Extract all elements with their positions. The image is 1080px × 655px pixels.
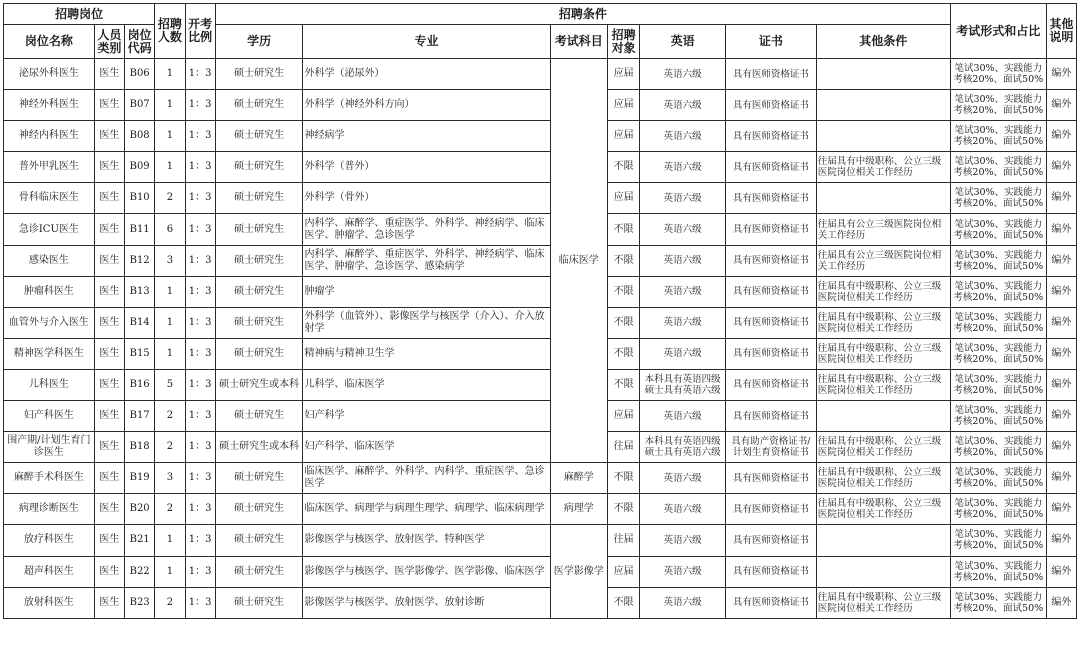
staff-type-cell: 医生 [94, 525, 124, 556]
post-name-cell: 放疗科医生 [4, 525, 95, 556]
post-code-cell: B19 [125, 463, 155, 494]
other-note-cell: 编外 [1046, 59, 1076, 90]
post-code-cell: B10 [125, 183, 155, 214]
exam-form-cell: 笔试30%、实践能力考核20%、面试50% [950, 152, 1046, 183]
recruit-count-cell: 2 [155, 183, 185, 214]
exam-form-cell: 笔试30%、实践能力考核20%、面试50% [950, 369, 1046, 400]
staff-type-cell: 医生 [94, 90, 124, 121]
education-cell: 硕士研究生 [215, 152, 303, 183]
table-row [4, 152, 1077, 183]
major-cell: 妇产科学 [303, 401, 550, 432]
subject-cell: 临床医学 [550, 59, 607, 463]
exam-form-cell: 笔试30%、实践能力考核20%、面试50% [950, 245, 1046, 276]
staff-type-cell: 医生 [94, 401, 124, 432]
cert-cell: 具有医师资格证书 [725, 494, 816, 525]
cert-cell: 具有医师资格证书 [725, 556, 816, 587]
table-row [4, 432, 1077, 463]
post-name-cell: 超声科医生 [4, 556, 95, 587]
exam-form-cell: 笔试30%、实践能力考核20%、面试50% [950, 525, 1046, 556]
post-code-cell: B23 [125, 587, 155, 618]
staff-type-cell: 医生 [94, 214, 124, 245]
exam-form-cell: 笔试30%、实践能力考核20%、面试50% [950, 338, 1046, 369]
header-other-note: 其他说明 [1046, 4, 1076, 59]
recruit-count-cell: 1 [155, 90, 185, 121]
open-ratio-cell: 1：3 [185, 90, 215, 121]
target-cell: 应届 [608, 121, 640, 152]
english-cell: 英语六级 [640, 463, 726, 494]
cert-cell: 具有医师资格证书 [725, 90, 816, 121]
target-cell: 不限 [608, 338, 640, 369]
english-cell: 英语六级 [640, 307, 726, 338]
education-cell: 硕士研究生或本科 [215, 369, 303, 400]
staff-type-cell: 医生 [94, 183, 124, 214]
exam-form-cell: 笔试30%、实践能力考核20%、面试50% [950, 276, 1046, 307]
open-ratio-cell: 1：3 [185, 245, 215, 276]
table-row [4, 307, 1077, 338]
other-cond-cell: 往届具有中级职称、公立三级医院岗位相关工作经历 [816, 307, 950, 338]
staff-type-cell: 医生 [94, 121, 124, 152]
other-cond-cell [816, 525, 950, 556]
table-row [4, 90, 1077, 121]
table-row [4, 463, 1077, 494]
staff-type-cell: 医生 [94, 432, 124, 463]
target-cell: 不限 [608, 276, 640, 307]
english-cell: 英语六级 [640, 494, 726, 525]
other-cond-cell: 往届具有公立三级医院岗位相关工作经历 [816, 214, 950, 245]
staff-type-cell: 医生 [94, 307, 124, 338]
post-code-cell: B13 [125, 276, 155, 307]
recruit-count-cell: 1 [155, 152, 185, 183]
target-cell: 不限 [608, 494, 640, 525]
header-other-cond: 其他条件 [816, 25, 950, 59]
target-cell: 往届 [608, 525, 640, 556]
recruit-count-cell: 2 [155, 494, 185, 525]
major-cell: 精神病与精神卫生学 [303, 338, 550, 369]
staff-type-cell: 医生 [94, 276, 124, 307]
target-cell: 应届 [608, 59, 640, 90]
open-ratio-cell: 1：3 [185, 152, 215, 183]
other-note-cell: 编外 [1046, 369, 1076, 400]
education-cell: 硕士研究生 [215, 463, 303, 494]
post-name-cell: 急诊ICU医生 [4, 214, 95, 245]
education-cell: 硕士研究生或本科 [215, 432, 303, 463]
english-cell: 英语六级 [640, 121, 726, 152]
header-post-code: 岗位代码 [125, 25, 155, 59]
recruit-count-cell: 1 [155, 525, 185, 556]
other-note-cell: 编外 [1046, 401, 1076, 432]
post-code-cell: B07 [125, 90, 155, 121]
recruit-count-cell: 2 [155, 432, 185, 463]
header-target: 招聘对象 [608, 25, 640, 59]
recruit-count-cell: 2 [155, 401, 185, 432]
open-ratio-cell: 1：3 [185, 307, 215, 338]
education-cell: 硕士研究生 [215, 401, 303, 432]
major-cell: 影像医学与核医学、放射医学、放射诊断 [303, 587, 550, 618]
recruitment-table [3, 3, 1077, 619]
english-cell: 英语六级 [640, 214, 726, 245]
header-subject: 考试科目 [550, 25, 607, 59]
header-cert: 证书 [725, 25, 816, 59]
post-name-cell: 神经外科医生 [4, 90, 95, 121]
exam-form-cell: 笔试30%、实践能力考核20%、面试50% [950, 121, 1046, 152]
english-cell: 英语六级 [640, 245, 726, 276]
recruit-count-cell: 1 [155, 307, 185, 338]
subject-cell: 病理学 [550, 494, 607, 525]
other-cond-cell: 往届具有中级职称、公立三级医院岗位相关工作经历 [816, 338, 950, 369]
post-code-cell: B09 [125, 152, 155, 183]
recruitment-table-container [3, 3, 1077, 619]
recruit-count-cell: 3 [155, 245, 185, 276]
education-cell: 硕士研究生 [215, 494, 303, 525]
target-cell: 不限 [608, 587, 640, 618]
english-cell: 英语六级 [640, 152, 726, 183]
major-cell: 临床医学、病理学与病理生理学、病理学、临床病理学 [303, 494, 550, 525]
english-cell: 英语六级 [640, 183, 726, 214]
staff-type-cell: 医生 [94, 494, 124, 525]
post-name-cell: 精神医学科医生 [4, 338, 95, 369]
other-cond-cell: 往届具有中级职称、公立三级医院岗位相关工作经历 [816, 369, 950, 400]
major-cell: 儿科学、临床医学 [303, 369, 550, 400]
table-row [4, 401, 1077, 432]
open-ratio-cell: 1：3 [185, 556, 215, 587]
target-cell: 应届 [608, 90, 640, 121]
major-cell: 临床医学、麻醉学、外科学、内科学、重症医学、急诊医学 [303, 463, 550, 494]
exam-form-cell: 笔试30%、实践能力考核20%、面试50% [950, 307, 1046, 338]
open-ratio-cell: 1：3 [185, 587, 215, 618]
exam-form-cell: 笔试30%、实践能力考核20%、面试50% [950, 214, 1046, 245]
other-cond-cell [816, 401, 950, 432]
header-recruit-count: 招聘人数 [155, 4, 185, 59]
open-ratio-cell: 1：3 [185, 338, 215, 369]
other-cond-cell [816, 59, 950, 90]
open-ratio-cell: 1：3 [185, 214, 215, 245]
education-cell: 硕士研究生 [215, 90, 303, 121]
table-row [4, 183, 1077, 214]
cert-cell: 具有医师资格证书 [725, 401, 816, 432]
other-note-cell: 编外 [1046, 463, 1076, 494]
other-cond-cell: 往届具有中级职称、公立三级医院岗位相关工作经历 [816, 587, 950, 618]
subject-cell: 医学影像学 [550, 525, 607, 618]
other-note-cell: 编外 [1046, 494, 1076, 525]
major-cell: 神经病学 [303, 121, 550, 152]
staff-type-cell: 医生 [94, 59, 124, 90]
major-cell: 外科学（泌尿外） [303, 59, 550, 90]
education-cell: 硕士研究生 [215, 556, 303, 587]
other-note-cell: 编外 [1046, 152, 1076, 183]
post-name-cell: 围产期/计划生育门诊医生 [4, 432, 95, 463]
open-ratio-cell: 1：3 [185, 59, 215, 90]
post-name-cell: 泌尿外科医生 [4, 59, 95, 90]
open-ratio-cell: 1：3 [185, 121, 215, 152]
recruit-count-cell: 1 [155, 121, 185, 152]
education-cell: 硕士研究生 [215, 307, 303, 338]
recruit-count-cell: 5 [155, 369, 185, 400]
recruit-count-cell: 6 [155, 214, 185, 245]
cert-cell: 具有医师资格证书 [725, 525, 816, 556]
staff-type-cell: 医生 [94, 463, 124, 494]
target-cell: 应届 [608, 556, 640, 587]
english-cell: 英语六级 [640, 90, 726, 121]
education-cell: 硕士研究生 [215, 525, 303, 556]
exam-form-cell: 笔试30%、实践能力考核20%、面试50% [950, 59, 1046, 90]
header-group-conditions: 招聘条件 [215, 4, 950, 25]
staff-type-cell: 医生 [94, 587, 124, 618]
english-cell: 英语六级 [640, 556, 726, 587]
open-ratio-cell: 1：3 [185, 401, 215, 432]
open-ratio-cell: 1：3 [185, 432, 215, 463]
english-cell: 英语六级 [640, 525, 726, 556]
header-english: 英语 [640, 25, 726, 59]
table-row [4, 587, 1077, 618]
table-row [4, 121, 1077, 152]
recruit-count-cell: 3 [155, 463, 185, 494]
table-body [4, 59, 1077, 619]
education-cell: 硕士研究生 [215, 121, 303, 152]
major-cell: 影像医学与核医学、放射医学、特种医学 [303, 525, 550, 556]
post-code-cell: B15 [125, 338, 155, 369]
cert-cell: 具有医师资格证书 [725, 59, 816, 90]
cert-cell: 具有医师资格证书 [725, 121, 816, 152]
post-code-cell: B08 [125, 121, 155, 152]
post-name-cell: 麻醉手术科医生 [4, 463, 95, 494]
open-ratio-cell: 1：3 [185, 276, 215, 307]
english-cell: 英语六级 [640, 401, 726, 432]
other-note-cell: 编外 [1046, 245, 1076, 276]
header-open-ratio: 开考比例 [185, 4, 215, 59]
other-cond-cell: 往届具有中级职称、公立三级医院岗位相关工作经历 [816, 152, 950, 183]
post-code-cell: B14 [125, 307, 155, 338]
exam-form-cell: 笔试30%、实践能力考核20%、面试50% [950, 432, 1046, 463]
header-major: 专业 [303, 25, 550, 59]
recruit-count-cell: 1 [155, 276, 185, 307]
exam-form-cell: 笔试30%、实践能力考核20%、面试50% [950, 556, 1046, 587]
table-row [4, 338, 1077, 369]
major-cell: 外科学（神经外科方向） [303, 90, 550, 121]
target-cell: 不限 [608, 369, 640, 400]
post-name-cell: 妇产科医生 [4, 401, 95, 432]
open-ratio-cell: 1：3 [185, 525, 215, 556]
english-cell: 英语六级 [640, 276, 726, 307]
other-note-cell: 编外 [1046, 90, 1076, 121]
english-cell: 英语六级 [640, 59, 726, 90]
cert-cell: 具有医师资格证书 [725, 307, 816, 338]
other-cond-cell: 往届具有中级职称、公立三级医院岗位相关工作经历 [816, 432, 950, 463]
post-name-cell: 肿瘤科医生 [4, 276, 95, 307]
other-cond-cell [816, 90, 950, 121]
header-staff-type: 人员类别 [94, 25, 124, 59]
other-note-cell: 编外 [1046, 121, 1076, 152]
target-cell: 不限 [608, 307, 640, 338]
other-cond-cell [816, 183, 950, 214]
english-cell: 本科具有英语四级硕士具有英语六级 [640, 432, 726, 463]
target-cell: 不限 [608, 214, 640, 245]
major-cell: 内科学、麻醉学、重症医学、外科学、神经病学、临床医学、肿瘤学、急诊医学、感染病学 [303, 245, 550, 276]
education-cell: 硕士研究生 [215, 59, 303, 90]
post-name-cell: 感染医生 [4, 245, 95, 276]
cert-cell: 具有医师资格证书 [725, 338, 816, 369]
post-code-cell: B21 [125, 525, 155, 556]
cert-cell: 具有医师资格证书 [725, 214, 816, 245]
staff-type-cell: 医生 [94, 152, 124, 183]
major-cell: 内科学、麻醉学、重症医学、外科学、神经病学、临床医学、肿瘤学、急诊医学 [303, 214, 550, 245]
major-cell: 影像医学与核医学、医学影像学、医学影像、临床医学 [303, 556, 550, 587]
target-cell: 不限 [608, 245, 640, 276]
target-cell: 应届 [608, 183, 640, 214]
target-cell: 不限 [608, 463, 640, 494]
major-cell: 外科学（普外） [303, 152, 550, 183]
other-note-cell: 编外 [1046, 214, 1076, 245]
recruit-count-cell: 1 [155, 556, 185, 587]
header-exam-form: 考试形式和占比 [950, 4, 1046, 59]
post-name-cell: 神经内科医生 [4, 121, 95, 152]
cert-cell: 具有医师资格证书 [725, 463, 816, 494]
exam-form-cell: 笔试30%、实践能力考核20%、面试50% [950, 494, 1046, 525]
english-cell: 英语六级 [640, 338, 726, 369]
other-note-cell: 编外 [1046, 556, 1076, 587]
other-note-cell: 编外 [1046, 307, 1076, 338]
staff-type-cell: 医生 [94, 556, 124, 587]
table-row [4, 369, 1077, 400]
major-cell: 外科学（血管外）、影像医学与核医学（介入）、介入放射学 [303, 307, 550, 338]
other-note-cell: 编外 [1046, 432, 1076, 463]
post-code-cell: B12 [125, 245, 155, 276]
post-code-cell: B20 [125, 494, 155, 525]
major-cell: 妇产科学、临床医学 [303, 432, 550, 463]
post-name-cell: 普外甲乳医生 [4, 152, 95, 183]
open-ratio-cell: 1：3 [185, 463, 215, 494]
cert-cell: 具有医师资格证书 [725, 245, 816, 276]
target-cell: 不限 [608, 152, 640, 183]
cert-cell: 具有助产资格证书/计划生育资格证书 [725, 432, 816, 463]
other-note-cell: 编外 [1046, 338, 1076, 369]
other-note-cell: 编外 [1046, 183, 1076, 214]
table-row [4, 276, 1077, 307]
post-name-cell: 病理诊断医生 [4, 494, 95, 525]
exam-form-cell: 笔试30%、实践能力考核20%、面试50% [950, 401, 1046, 432]
other-cond-cell: 往届具有中级职称、公立三级医院岗位相关工作经历 [816, 494, 950, 525]
other-note-cell: 编外 [1046, 525, 1076, 556]
english-cell: 本科具有英语四级硕士具有英语六级 [640, 369, 726, 400]
post-code-cell: B17 [125, 401, 155, 432]
post-code-cell: B18 [125, 432, 155, 463]
exam-form-cell: 笔试30%、实践能力考核20%、面试50% [950, 90, 1046, 121]
education-cell: 硕士研究生 [215, 338, 303, 369]
staff-type-cell: 医生 [94, 369, 124, 400]
table-row [4, 59, 1077, 90]
staff-type-cell: 医生 [94, 338, 124, 369]
other-note-cell: 编外 [1046, 587, 1076, 618]
major-cell: 外科学（骨外） [303, 183, 550, 214]
other-cond-cell: 往届具有中级职称、公立三级医院岗位相关工作经历 [816, 463, 950, 494]
header-group-post: 招聘岗位 [4, 4, 155, 25]
open-ratio-cell: 1：3 [185, 494, 215, 525]
post-code-cell: B16 [125, 369, 155, 400]
education-cell: 硕士研究生 [215, 245, 303, 276]
post-code-cell: B06 [125, 59, 155, 90]
education-cell: 硕士研究生 [215, 183, 303, 214]
staff-type-cell: 医生 [94, 245, 124, 276]
open-ratio-cell: 1：3 [185, 369, 215, 400]
english-cell: 英语六级 [640, 587, 726, 618]
post-code-cell: B22 [125, 556, 155, 587]
header-post-name: 岗位名称 [4, 25, 95, 59]
cert-cell: 具有医师资格证书 [725, 152, 816, 183]
other-cond-cell [816, 556, 950, 587]
other-cond-cell [816, 121, 950, 152]
major-cell: 肿瘤学 [303, 276, 550, 307]
table-row [4, 525, 1077, 556]
education-cell: 硕士研究生 [215, 214, 303, 245]
open-ratio-cell: 1：3 [185, 183, 215, 214]
cert-cell: 具有医师资格证书 [725, 369, 816, 400]
exam-form-cell: 笔试30%、实践能力考核20%、面试50% [950, 463, 1046, 494]
other-cond-cell: 往届具有公立三级医院岗位相关工作经历 [816, 245, 950, 276]
subject-cell: 麻醉学 [550, 463, 607, 494]
post-name-cell: 放射科医生 [4, 587, 95, 618]
recruit-count-cell: 1 [155, 59, 185, 90]
education-cell: 硕士研究生 [215, 587, 303, 618]
exam-form-cell: 笔试30%、实践能力考核20%、面试50% [950, 183, 1046, 214]
cert-cell: 具有医师资格证书 [725, 183, 816, 214]
other-note-cell: 编外 [1046, 276, 1076, 307]
table-row [4, 214, 1077, 245]
cert-cell: 具有医师资格证书 [725, 276, 816, 307]
header-education: 学历 [215, 25, 303, 59]
other-cond-cell: 往届具有中级职称、公立三级医院岗位相关工作经历 [816, 276, 950, 307]
post-name-cell: 骨科临床医生 [4, 183, 95, 214]
table-row [4, 494, 1077, 525]
target-cell: 应届 [608, 401, 640, 432]
post-code-cell: B11 [125, 214, 155, 245]
education-cell: 硕士研究生 [215, 276, 303, 307]
post-name-cell: 儿科医生 [4, 369, 95, 400]
cert-cell: 具有医师资格证书 [725, 587, 816, 618]
recruit-count-cell: 1 [155, 338, 185, 369]
post-name-cell: 血管外与介入医生 [4, 307, 95, 338]
target-cell: 往届 [608, 432, 640, 463]
table-row [4, 556, 1077, 587]
recruit-count-cell: 2 [155, 587, 185, 618]
table-row [4, 245, 1077, 276]
exam-form-cell: 笔试30%、实践能力考核20%、面试50% [950, 587, 1046, 618]
